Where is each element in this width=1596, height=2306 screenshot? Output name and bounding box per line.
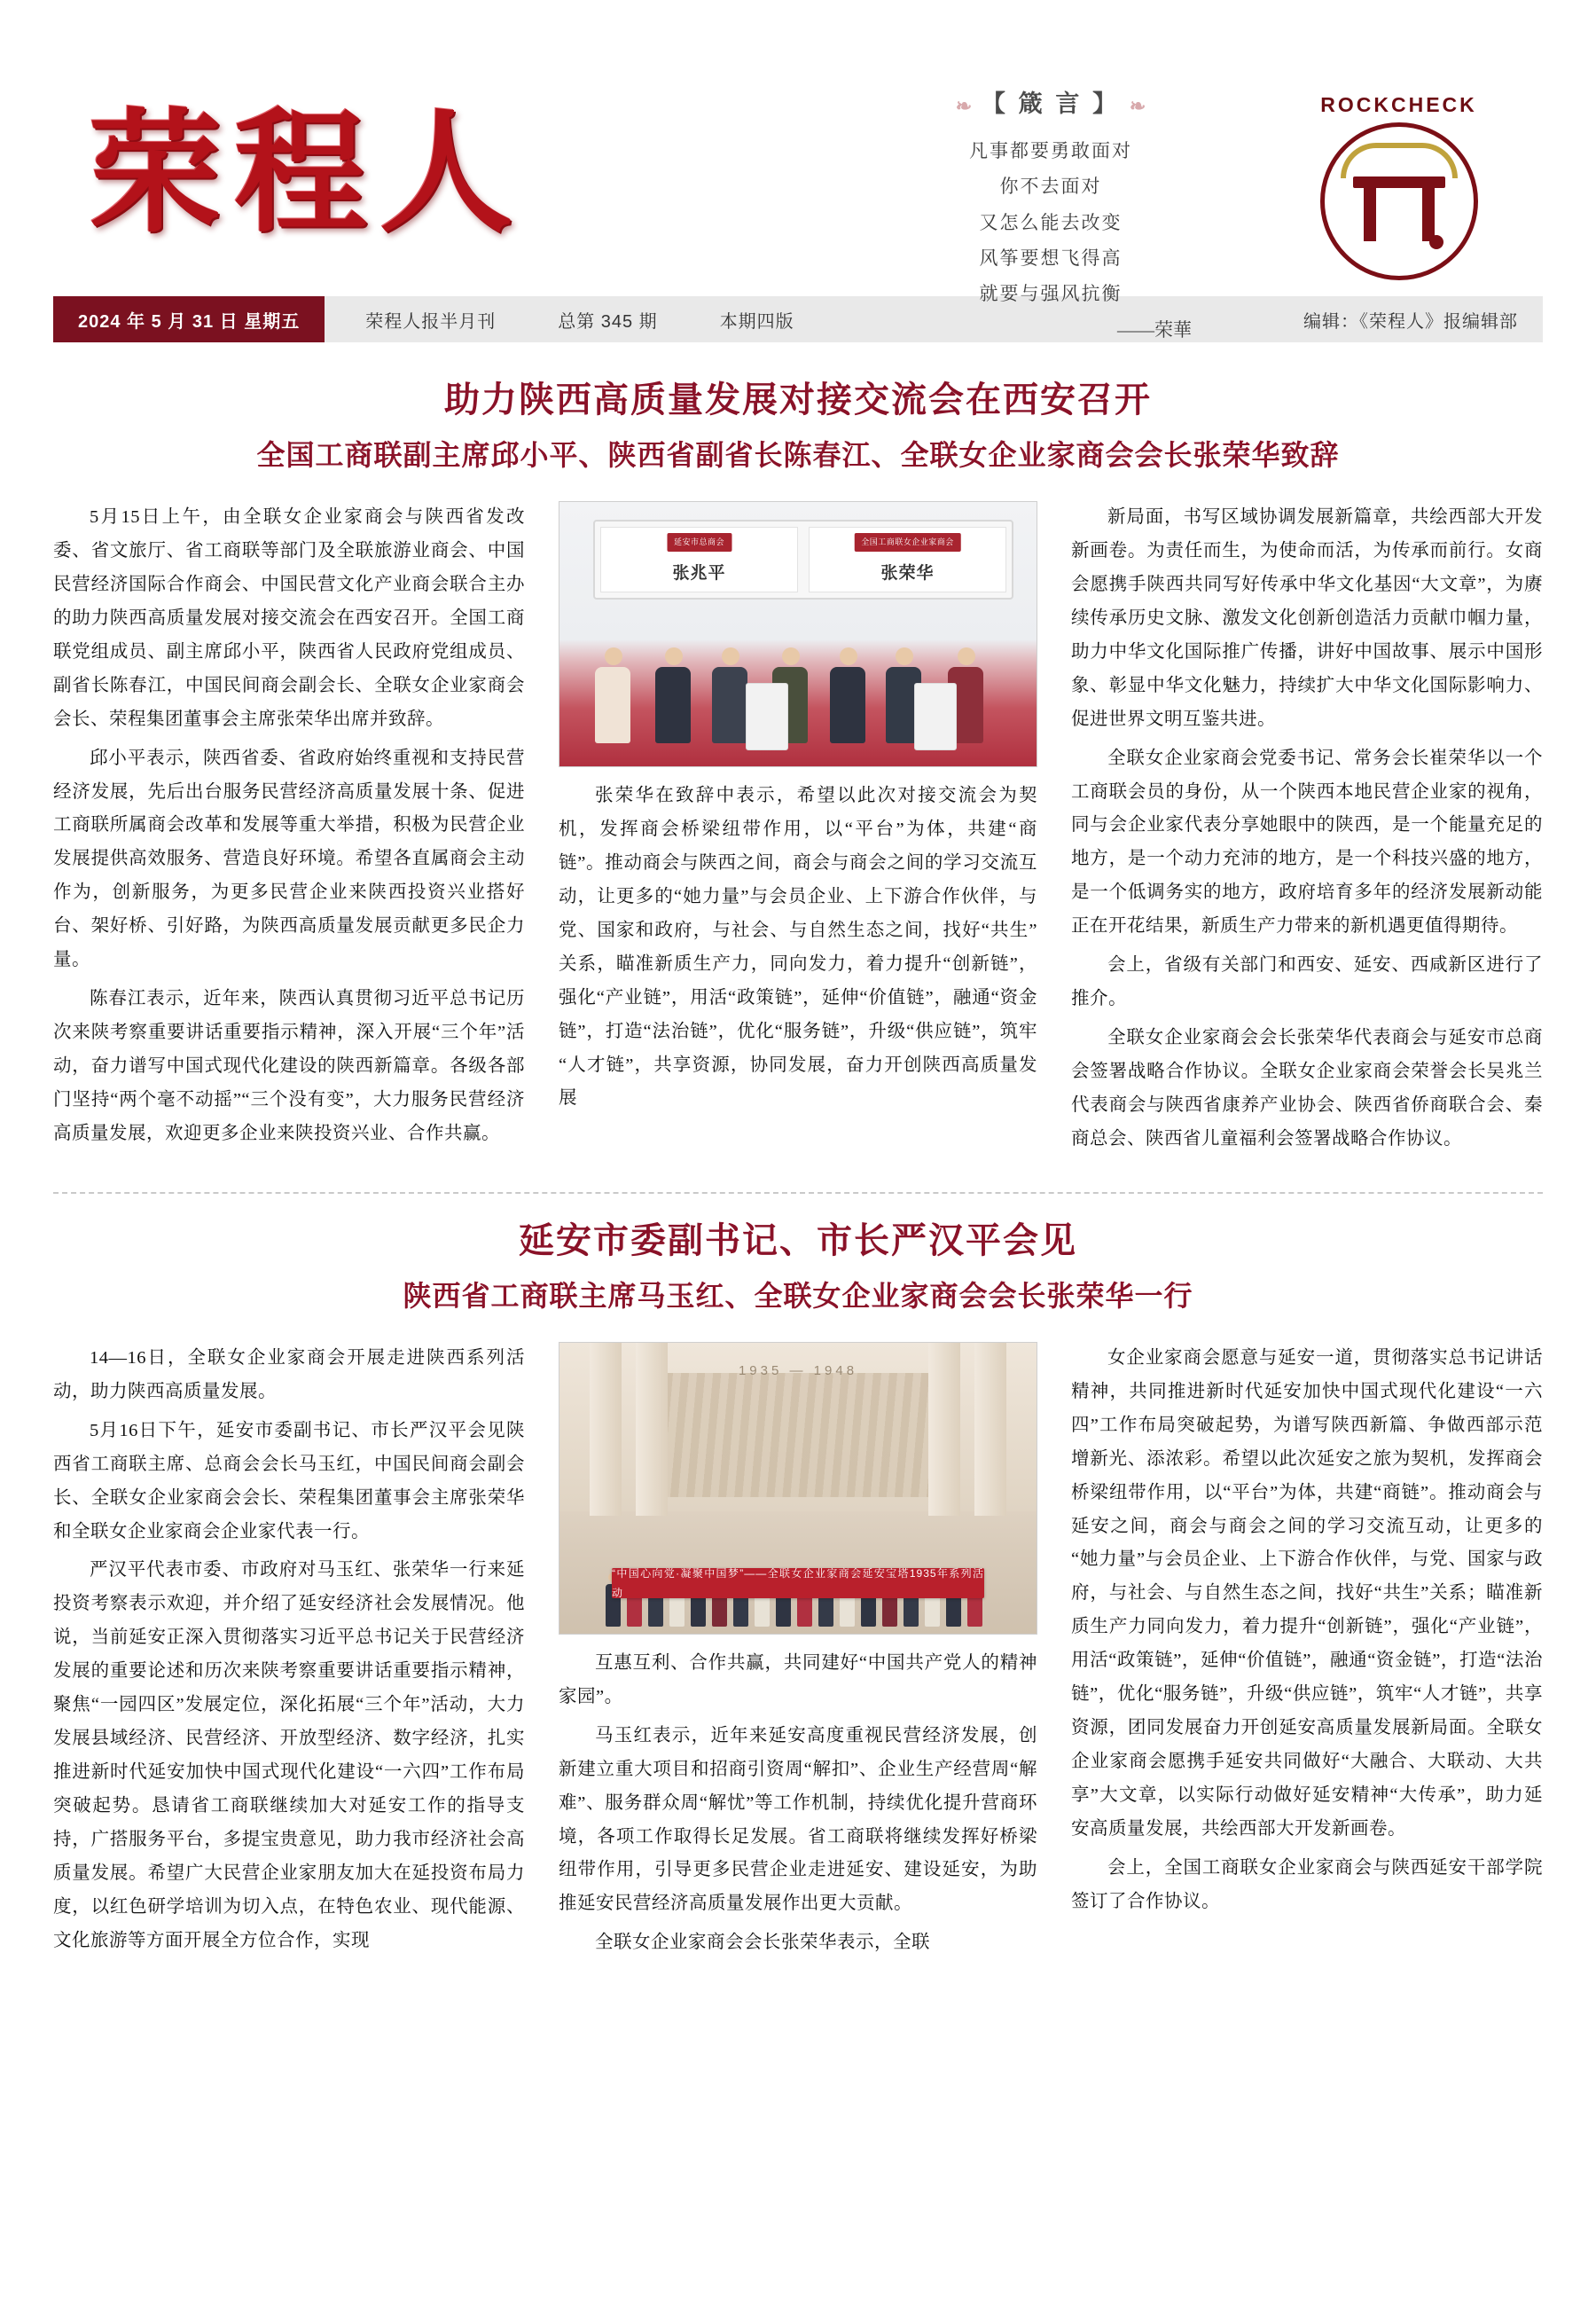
quote-block	[904, 84, 1197, 342]
screen-right-caption: 全国工商联女企业家商会	[854, 533, 961, 552]
group-photo-memorial-hall	[559, 1342, 1037, 1635]
hall-column	[590, 1343, 622, 1516]
wall-relief	[657, 1373, 941, 1497]
publication-name: 荣程人报半月刊	[365, 311, 497, 332]
publication-title: 荣程人	[89, 95, 526, 251]
editor-credit: 编辑：《荣程人》报编辑部	[1303, 311, 1518, 332]
hall-wall	[559, 1343, 1037, 1511]
emblem-leg-left	[1364, 188, 1376, 241]
person	[655, 647, 692, 743]
article-2-columns	[53, 1342, 1543, 1965]
emblem-bar	[1353, 176, 1445, 188]
quote-heading-text: 【 箴 言 】	[981, 90, 1121, 117]
quote-line: 凡事都要勇敢面对	[969, 140, 1132, 161]
hall-column	[928, 1343, 960, 1516]
quote-signature: ——荣華	[1117, 318, 1192, 341]
rockcheck-emblem-icon	[1320, 122, 1478, 280]
person	[712, 647, 749, 743]
paragraph: 严汉平代表市委、市政府对马玉红、张荣华一行来延投资考察表示欢迎，并介绍了延安经济社会发展情况。他说，当前延安正深入贯彻落实习近平总书记关于民营经济发展的重要论述和历次来陕考察重要讲话重要指示精神，聚焦“一园四区”发展定位，深化拓展“三个年”活动，大力发展县域经济、民营经济、开放型经济、数字经济，扎实推进新时代延安加快中国式现代化建设“一六四”工作布局突破起势。恳请省工商联继续加大对延安工作的指导支持，广搭服务平台，多提宝贵意见，助力我市经济社会高质量发展。希望广大民营企业家朋友加大在延投资布局力度，以红色研学培训为切入点，在特色农业、现代能源、文化旅游等方面开展全方位合作，实现	[53, 1560, 525, 1950]
paragraph: 马玉红表示，近年来延安高度重视民营经济发展，创新建立重大项目和招商引资周“解扣”、企业生产经营周“解难”、服务群众周“解忧”等工作机制，持续优化提升营商环境，各项工作取得长足发展。省工商联将继续发挥好桥梁纽带作用，引导更多民营企业走进延安、建设延安，为助推延安民营经济高质量发展作出更大贡献。	[559, 1725, 1037, 1914]
paragraph: 新局面，书写区域协调发展新篇章，共绘西部大开发新画卷。为责任而生，为使命而活，为传承而前行。女商会愿携手陕西共同写好传承中华文化基因“大文章”，为赓续传承历史文脉、激发文化创新创造活力贡献巾帼力量，助力中华文化国际推广传播，讲好中国故事、展示中国形象、彰显中华文化魅力，持续扩大中华文化国际影响力、促进世界文明互鉴共进。	[1071, 507, 1543, 729]
paragraph: 会上，省级有关部门和西安、延安、西咸新区进行了推介。	[1071, 955, 1543, 1009]
paragraph: 全联女企业家商会会长张荣华表示，全联	[595, 1933, 930, 1953]
screen-left-signature: 张兆平	[672, 563, 726, 584]
emblem-arc	[1341, 143, 1458, 178]
paragraph: 5月15日上午，由全联女企业家商会与陕西省发改委、省文旅厅、省工商联等部门及全联旅游业商会、中国民营经济国际合作商会、中国民营文化产业商会联合主办的助力陕西高质量发展对接交流会在西安召开。全国工商联党组成员、副主席邱小平，陕西省人民政府党组成员、副省长陈春江，中国民间商会副会长、全联女企业家商会会长、荣程集团董事会主席张荣华出席并致辞。	[53, 507, 525, 729]
paragraph: 互惠互利、合作共赢，共同建好“中国共产党人的精神家园”。	[559, 1652, 1037, 1706]
quote-heading	[904, 84, 1197, 119]
paragraph: 邱小平表示，陕西省委、省政府始终重视和支持民营经济发展，先后出台服务民营经济高质量发展十条、促进工商联所属商会改革和发展等重大举措，积极为民营企业发展提供高效服务、营造良好环境。希望各直属商会主动作为，创新服务，为更多民营企业来陕西投资兴业搭好台、架好桥、引好路，为陕西高质量发展贡献更多民企力量。	[53, 748, 525, 970]
paragraph: 全联女企业家商会会长张荣华代表商会与延安市总商会签署战略合作协议。全联女企业家商会荣誉会长吴兆兰代表商会与陕西省康养产业协会、陕西省侨商联合会、秦商总会、陕西省儿童福利会签署战略合作协议。	[1071, 1028, 1543, 1149]
paragraph: 张荣华在致辞中表示，希望以此次对接交流会为契机，发挥商会桥梁纽带作用，以“平台”为体，共建“商链”。推动商会与陕西之间，商会与商会之间的学习交流互动，让更多的“她力量”与会员企业、上下游合作伙伴，与党、国家和政府，与社会、与自然生态之间，找好“共生”关系，瞄准新质生产力，同向发力，着力提升“创新链”，强化“产业链”，用活“政策链”，延伸“价值链”，融通“资金链”，打造“法治链”，优化“服务链”，升级“供应链”，筑牢“人才链”，共享资源，协同发展，奋力开创陕西高质量发展	[559, 786, 1037, 1109]
page-count: 本期四版	[719, 311, 794, 332]
paragraph: 女企业家商会愿意与延安一道，贯彻落实总书记讲话精神，共同推进新时代延安加快中国式现代化建设“一六四”工作布局突破起势，为谱写陕西新篇、争做西部示范增新光、添浓彩。希望以此次延安之旅为契机，发挥商会桥梁纽带作用，以“平台”为体，共建“商链”。推动商会与延安之间，商会与商会之间的学习交流互动，让更多的“她力量”与会员企业、上下游合作伙伴，与党、国家与政府，与社会、与自然生态之间，找好“共生”关系；瞄准新质生产力同向发力，着力提升“创新链”，强化“产业链”，用活“政策链”，延伸“价值链”，融通“资金链”，打造“法治链”，优化“服务链”，升级“供应链”，筑牢“人才链”，共享资源，团同发展奋力开创延安高质量发展新局面。全联女企业家商会愿携手延安共同做好“大融合、大联动、大共享”大文章，以实际行动做好延安精神“大传承”，助力延安高质量发展，共绘西部大开发新画卷。	[1071, 1347, 1543, 1839]
paragraph: 14—16日，全联女企业家商会开展走进陕西系列活动，助力陕西高质量发展。	[53, 1347, 525, 1401]
emblem-leg-right	[1422, 188, 1435, 241]
article-1-col-2	[559, 501, 1037, 1162]
stage-signing-photo	[559, 501, 1037, 767]
paragraph: 5月16日下午，延安市委副书记、市长严汉平会见陕西省工商联主席、总商会会长马玉红，中国民间商会副会长、全联女企业家商会会长、荣程集团董事会主席张荣华和全联女企业家商会企业家代表一行。	[53, 1420, 525, 1541]
article-2-headline: 延安市委副书记、市长严汉平会见	[519, 1220, 1077, 1260]
article-1-col-1	[53, 501, 525, 1162]
screen-left-caption: 延安市总商会	[667, 533, 732, 552]
article-2	[53, 1203, 1543, 1965]
quote-line: 又怎么能去改变	[979, 211, 1123, 233]
hall-column	[636, 1343, 668, 1516]
hall-column	[974, 1343, 1006, 1516]
podium	[914, 683, 957, 750]
issue-number: 总第 345 期	[558, 311, 658, 332]
emblem-dot	[1429, 235, 1443, 249]
person	[830, 647, 867, 743]
brand-logo	[1303, 93, 1494, 280]
photo-banner: “中国心向党·凝聚中国梦”——全联女企业家商会延安宝塔1935年系列活动	[612, 1566, 984, 1599]
paragraph: 陈春江表示，近年来，陕西认真贯彻习近平总书记历次来陕考察重要讲话重要指示精神，深入开展“三个年”活动，奋力谱写中国式现代化建设的陕西新篇章。各级各部门坚持“两个毫不动摇”“三个没有变”，大力服务民营经济高质量发展，欢迎更多企业来陕投资兴业、合作共赢。	[53, 989, 525, 1143]
quote-line: 你不去面对	[999, 176, 1102, 198]
screen-left-panel	[600, 527, 798, 592]
article-2-col-1	[53, 1342, 525, 1965]
article-1-headline: 助力陕西高质量发展对接交流会在西安召开	[444, 380, 1152, 420]
issue-date: 2024 年 5 月 31 日 星期五	[53, 296, 325, 342]
article-2-subhead: 陕西省工商联主席马玉红、全联女企业家商会会长张荣华一行	[403, 1279, 1193, 1312]
brand-name-en: ROCKCHECK	[1320, 93, 1477, 116]
paragraph: 会上，全国工商联女企业家商会与陕西延安干部学院签订了合作协议。	[1071, 1857, 1543, 1911]
section-divider	[53, 1192, 1543, 1194]
article-1-columns	[53, 501, 1543, 1162]
photo-screen	[593, 520, 1013, 600]
article-2-col-3	[1071, 1342, 1543, 1965]
screen-right-panel	[809, 527, 1006, 592]
screen-right-signature: 张荣华	[880, 563, 935, 584]
quote-line: 就要与强风抗衡	[979, 283, 1123, 305]
photo-years: 1935 — 1948	[738, 1362, 858, 1378]
person	[595, 647, 632, 743]
issue-infobar	[53, 296, 1543, 342]
ornament-left-icon: ❧	[955, 94, 973, 117]
article-1	[53, 342, 1543, 1162]
article-2-col-2	[559, 1342, 1037, 1965]
article-1-col-3	[1071, 501, 1543, 1162]
article-1-subhead: 全国工商联副主席邱小平、陕西省副省长陈春江、全联女企业家商会会长张荣华致辞	[256, 439, 1340, 471]
paragraph: 全联女企业家商会党委书记、常务会长崔荣华以一个工商联会员的身份，从一个陕西本地民营企业家的视角，同与会企业家代表分享她眼中的陕西，是一个能量充足的地方，是一个动力充沛的地方，是一个科技兴盛的地方，是一个低调务实的地方，政府培育多年的经济发展新动能正在开花结果，新质生产力带来的新机遇更值得期待。	[1071, 748, 1543, 937]
podium	[746, 683, 788, 750]
quote-line: 风筝要想飞得高	[979, 247, 1123, 269]
photo-people	[559, 616, 1037, 766]
ornament-right-icon: ❧	[1129, 94, 1146, 117]
